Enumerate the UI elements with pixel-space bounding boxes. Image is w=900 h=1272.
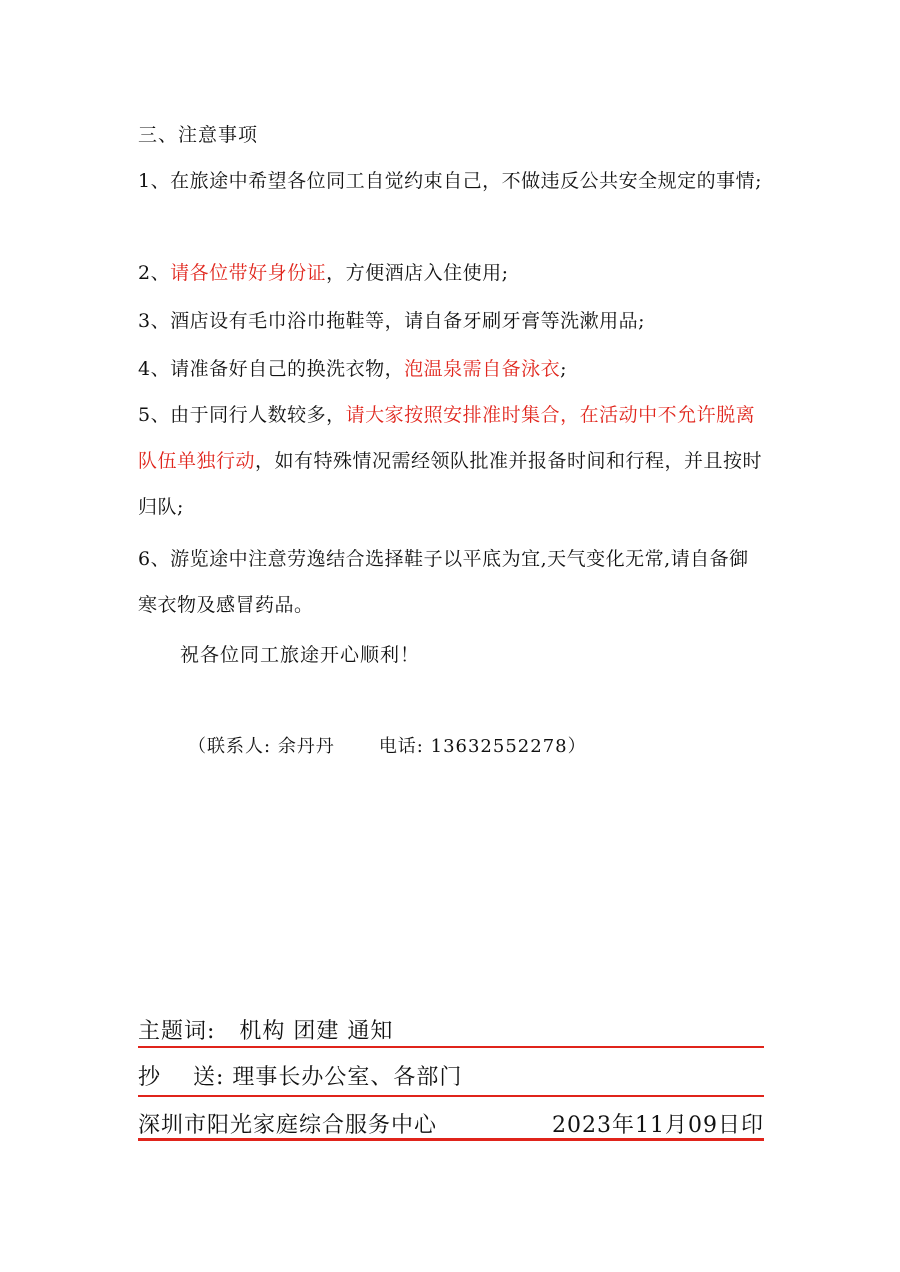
contact-phone: 13632552278: [430, 736, 568, 757]
section-heading: 三、注意事项: [138, 124, 259, 146]
issuer-line: [138, 1108, 764, 1138]
notice-item-6: 6、游览途中注意劳逸结合选择鞋子以平底为宜,天气变化无常,请自备御寒衣物及感冒药品。: [138, 548, 749, 616]
highlight-text: 请各位带好身份证: [170, 262, 327, 284]
keywords-line: [138, 1014, 764, 1045]
cc-line: [138, 1060, 764, 1091]
contact-line: （联系人: 余丹丹 电话: 13632552278）: [188, 736, 587, 757]
keywords-label: 主题词:: [138, 1019, 216, 1044]
print-date: 2023年11月09日印: [552, 1113, 764, 1138]
closing-wish: 祝各位同工旅途开心顺利！: [180, 644, 421, 666]
keywords: 机构 团建 通知: [239, 1019, 394, 1044]
contact-phone-label: 电话:: [378, 736, 424, 757]
notice-item-3: 3、酒店设有毛巾浴巾拖鞋等，请自备牙刷牙膏等洗漱用品;: [138, 310, 645, 332]
contact-person-label: （联系人:: [188, 736, 272, 757]
notice-item-4: 4、请准备好自己的换洗衣物，泡温泉需自备泳衣;: [138, 358, 568, 380]
issuing-organization: 深圳市阳光家庭综合服务中心: [138, 1113, 438, 1138]
divider-rule: [138, 1138, 764, 1141]
divider-rule: [138, 1046, 764, 1048]
highlight-text: 泡温泉需自备泳衣: [404, 358, 561, 380]
divider-rule: [138, 1095, 764, 1097]
cc-label: 抄 送:: [138, 1065, 225, 1090]
notice-item-5: 5、由于同行人数较多，请大家按照安排准时集合，在活动中不允许脱离队伍单独行动，如有特殊情况需经领队批准并报备时间和行程，并且按时归队;: [138, 404, 763, 518]
cc-recipients: 理事长办公室、各部门: [232, 1065, 463, 1090]
highlight-text: 请大家按照安排准时集合，在活动中不允许脱离队伍单独行动: [138, 404, 756, 472]
notice-item-2: 2、请各位带好身份证，方便酒店入住使用;: [138, 262, 509, 284]
contact-person: 余丹丹: [277, 736, 335, 757]
notice-item-1: 1、在旅途中希望各位同工自觉约束自己，不做违反公共安全规定的事情;: [138, 170, 762, 192]
